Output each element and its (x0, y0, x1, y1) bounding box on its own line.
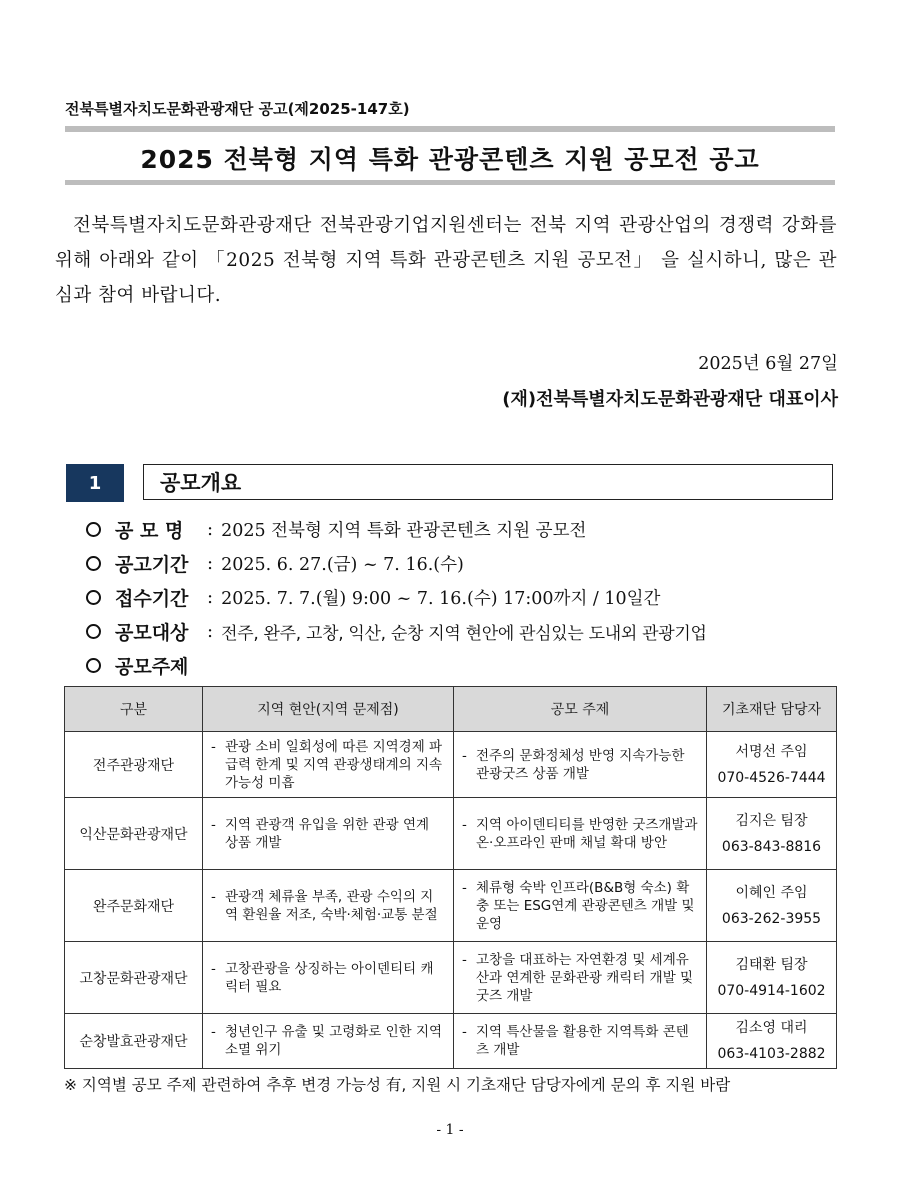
page-number: - 1 - (436, 1122, 464, 1138)
contact-name: 김지은 팀장 (735, 812, 808, 829)
colon: : (207, 620, 214, 642)
overview-value: 2025. 6. 27.(금) ~ 7. 16.(수) (221, 554, 464, 575)
issue-text: 관광 소비 일회성에 따른 지역경제 파급력 한계 및 지역 관광생태계의 지속가능성 미흡 (225, 738, 443, 791)
table-row (65, 798, 837, 870)
table-row (65, 732, 837, 798)
overview-list (86, 512, 707, 682)
contact-name: 김소영 대리 (735, 1020, 808, 1036)
column-header: 기초재단 담당자 (707, 687, 837, 732)
topic-text: 지역 특산물을 활용한 지역특화 콘텐츠 개발 (476, 1024, 689, 1058)
notice-date: 2025년 6월 27일 (698, 354, 838, 374)
colon: : (207, 552, 214, 574)
org-cell: 익산문화관광재단 (65, 798, 203, 870)
issue-cell: - 관광객 체류율 부족, 관광 수익의 지역 환원율 저조, 숙박·체험·교통 분절 (203, 870, 454, 942)
overview-item-target (86, 614, 707, 648)
contact-name: 서명선 주임 (735, 743, 808, 760)
contact-cell (707, 870, 837, 942)
org-cell: 전주관광재단 (65, 732, 203, 798)
circle-bullet-icon (86, 590, 101, 605)
column-header: 공모 주제 (454, 687, 707, 732)
topic-cell: - 체류형 숙박 인프라(B&B형 숙소) 확충 또는 ESG연계 관광콘텐츠 개발 및 운영 (454, 870, 707, 942)
issue-text: 청년인구 유출 및 고령화로 인한 지역 소멸 위기 (225, 1024, 443, 1058)
contact-cell (707, 942, 837, 1014)
footnote: ※ 지역별 공모 주제 관련하여 추후 변경 가능성 有, 지원 시 기초재단 담당자에게 문의 후 지원 바람 (64, 1076, 731, 1094)
title-rule-top (65, 126, 835, 132)
overview-value: 전주, 완주, 고창, 익산, 순창 지역 현안에 관심있는 도내외 관광기업 (221, 623, 707, 644)
table-header-row (65, 687, 837, 732)
overview-value: 2025. 7. 7.(월) 9:00 ~ 7. 16.(수) 17:00까지 / 10일간 (221, 588, 661, 609)
circle-bullet-icon (86, 556, 101, 571)
overview-label: 접수기간 (115, 587, 189, 610)
intro-paragraph: 전북특별자치도문화관광재단 전북관광기업지원센터는 전북 지역 관광산업의 경쟁력 강화를 위해 아래와 같이 「2025 전북형 지역 특화 관광콘텐츠 지원 공모전」 을 실시하니, 많은 관심과 참여 바랍니다. (55, 215, 837, 306)
contact-cell (707, 732, 837, 798)
topic-text: 체류형 숙박 인프라(B&B형 숙소) 확충 또는 ESG연계 관광콘텐츠 개발 및 운영 (476, 879, 695, 932)
org-cell: 완주문화재단 (65, 870, 203, 942)
contact-phone: 063-4103-2882 (717, 1046, 826, 1062)
contact-phone: 063-843-8816 (721, 838, 822, 855)
topic-cell: - 고창을 대표하는 자연환경 및 세계유산과 연계한 문화관광 캐릭터 개발 및 굿즈 개발 (454, 942, 707, 1014)
overview-label: 공모주제 (115, 655, 189, 678)
overview-item-name (86, 512, 707, 546)
colon: : (207, 586, 214, 608)
overview-item-application-period (86, 580, 707, 614)
overview-item-notice-period (86, 546, 707, 580)
contact-phone: 070-4526-7444 (717, 769, 826, 786)
overview-label: 공고기간 (115, 553, 189, 576)
page-title: 2025 전북형 지역 특화 관광콘텐츠 지원 공모전 공고 (140, 145, 760, 174)
overview-item-topics (86, 648, 707, 682)
section-number-badge: 1 (66, 464, 124, 502)
column-header: 지역 현안(지역 문제점) (203, 687, 454, 732)
topics-table (64, 686, 837, 1069)
topic-cell: - 지역 아이덴티티를 반영한 굿즈개발과 온·오프라인 판매 채널 확대 방안 (454, 798, 707, 870)
topic-text: 지역 아이덴티티를 반영한 굿즈개발과 온·오프라인 판매 채널 확대 방안 (476, 816, 698, 851)
issue-text: 관광객 체류율 부족, 관광 수익의 지역 환원율 저조, 숙박·체험·교통 분절 (225, 888, 438, 923)
overview-label: 공모대상 (115, 621, 189, 644)
topic-cell: - 지역 특산물을 활용한 지역특화 콘텐츠 개발 (454, 1014, 707, 1069)
contact-cell (707, 1014, 837, 1069)
colon: : (207, 518, 214, 540)
topic-text: 고창을 대표하는 자연환경 및 세계유산과 연계한 문화관광 캐릭터 개발 및 굿즈 개발 (476, 951, 694, 1004)
contact-cell (707, 798, 837, 870)
section-title: 공모개요 (143, 464, 833, 500)
contact-phone: 070-4914-1602 (717, 982, 826, 999)
table-row (65, 1014, 837, 1069)
issue-cell: - 관광 소비 일회성에 따른 지역경제 파급력 한계 및 지역 관광생태계의 지속가능성 미흡 (203, 732, 454, 798)
circle-bullet-icon (86, 624, 101, 639)
contact-name: 김태환 팀장 (735, 956, 808, 973)
org-cell: 순창발효관광재단 (65, 1014, 203, 1069)
issue-cell: - 지역 관광객 유입을 위한 관광 연계 상품 개발 (203, 798, 454, 870)
column-header: 구분 (65, 687, 203, 732)
issue-text: 고창관광을 상징하는 아이덴티티 캐릭터 필요 (225, 960, 434, 995)
issue-cell: - 고창관광을 상징하는 아이덴티티 캐릭터 필요 (203, 942, 454, 1014)
overview-label: 공 모 명 (115, 519, 184, 542)
table-row (65, 942, 837, 1014)
title-rule-bottom (65, 180, 835, 185)
table-row (65, 870, 837, 942)
issue-cell: - 청년인구 유출 및 고령화로 인한 지역 소멸 위기 (203, 1014, 454, 1069)
notice-number: 전북특별자치도문화관광재단 공고(제2025-147호) (65, 100, 410, 118)
contact-name: 이혜인 주임 (735, 884, 808, 901)
issue-text: 지역 관광객 유입을 위한 관광 연계 상품 개발 (225, 816, 430, 851)
circle-bullet-icon (86, 522, 101, 537)
overview-value: 2025 전북형 지역 특화 관광콘텐츠 지원 공모전 (221, 520, 587, 541)
topic-text: 전주의 문화정체성 반영 지속가능한 관광굿즈 상품 개발 (476, 747, 685, 782)
topic-cell: - 전주의 문화정체성 반영 지속가능한 관광굿즈 상품 개발 (454, 732, 707, 798)
contact-phone: 063-262-3955 (721, 910, 822, 927)
org-cell: 고창문화관광재단 (65, 942, 203, 1014)
circle-bullet-icon (86, 658, 101, 673)
issuer: (재)전북특별자치도문화관광재단 대표이사 (502, 389, 838, 410)
